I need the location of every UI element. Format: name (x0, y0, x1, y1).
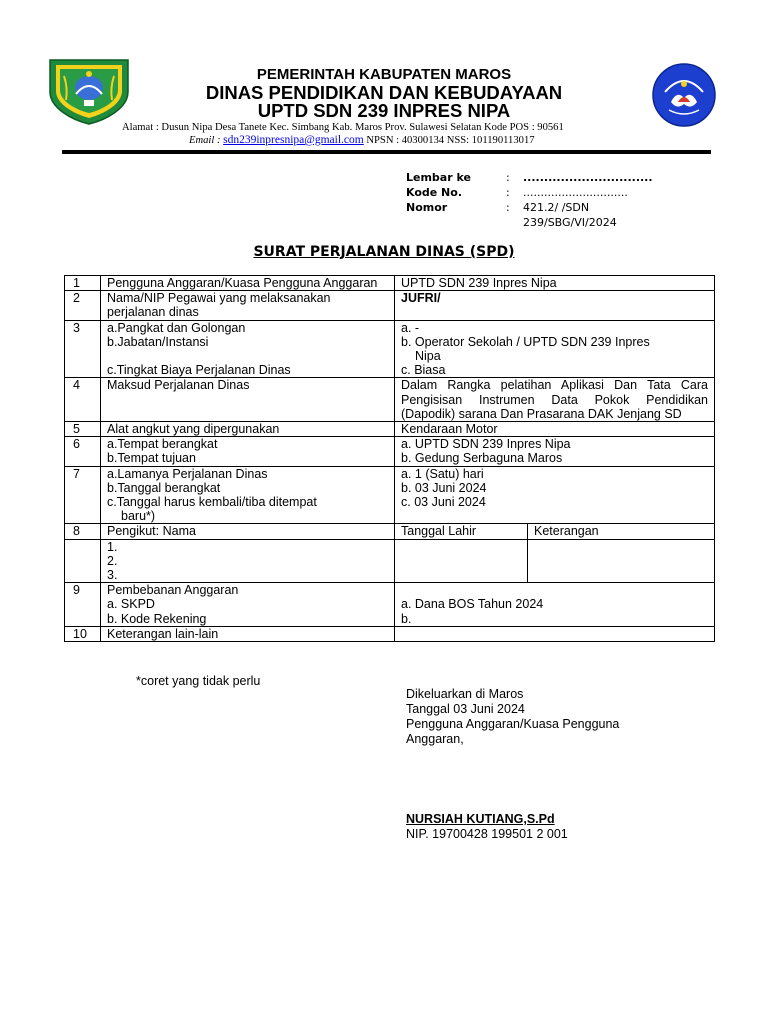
email-label: Email : (189, 135, 221, 146)
follower-list (101, 539, 395, 583)
col-tanggal-lahir: Tanggal Lahir (395, 524, 528, 539)
table-row (65, 583, 715, 627)
label-main: Pembebanan Anggaran (107, 583, 239, 598)
table-row (65, 291, 715, 320)
follower-note (528, 539, 715, 583)
meta-kode-label: Kode No. (406, 186, 462, 199)
email-link[interactable]: sdn239inpresnipa@gmail.com (223, 134, 364, 146)
row-number: 7 (65, 466, 101, 524)
label-c: c.Tanggal harus kembali/tiba ditempat (107, 495, 317, 510)
row-value (395, 583, 715, 627)
value-b: b. Gedung Serbaguna Maros (401, 451, 563, 466)
table-row (65, 437, 715, 466)
table-row (65, 524, 715, 539)
row-label (101, 466, 395, 524)
row-value (395, 437, 715, 466)
spd-table (64, 275, 715, 642)
row-label: Alat angkut yang dipergunakan (101, 422, 395, 437)
label-c: c.Tingkat Biaya Perjalanan Dinas (107, 363, 291, 378)
table-row (65, 422, 715, 437)
label-b: b. Kode Rekening (107, 611, 207, 626)
value-b: b. Operator Sekolah / UPTD SDN 239 Inpres (401, 334, 650, 349)
header-address: Alamat : Dusun Nipa Desa Tanete Kec. Simbang Kab. Maros Prov. Sulawesi Selatan Kode POS : 90561 (122, 122, 564, 133)
meta-colon: : (506, 186, 510, 199)
value-b-cont: Nipa (415, 349, 441, 364)
col-keterangan: Keterangan (528, 524, 715, 539)
row-label (101, 437, 395, 466)
row-label (101, 583, 395, 627)
label-a: a.Tempat berangkat (107, 437, 218, 452)
row-number: 2 (65, 291, 101, 320)
row-label: Maksud Perjalanan Dinas (101, 378, 395, 422)
label-a: a.Lamanya Perjalanan Dinas (107, 466, 268, 481)
value-a: a. 1 (Satu) hari (401, 466, 484, 481)
header-government: PEMERINTAH KABUPATEN MAROS (256, 66, 512, 83)
table-row (65, 320, 715, 378)
row-number: 10 (65, 626, 101, 641)
meta-kode-value: .............................. (523, 186, 628, 199)
row-value: UPTD SDN 239 Inpres Nipa (395, 276, 715, 291)
meta-colon: : (506, 201, 510, 214)
row-number: 1 (65, 276, 101, 291)
row-number: 9 (65, 583, 101, 627)
npsn-text: NPSN : 40300134 NSS: 101190113017 (366, 135, 535, 146)
row-value (395, 466, 715, 524)
follower-3: 3. (107, 568, 118, 583)
value-b: b. (401, 611, 412, 626)
table-row (65, 276, 715, 291)
header-agency: DINAS PENDIDIKAN DAN KEBUDAYAAN (205, 82, 563, 103)
row-label: Pengguna Anggaran/Kuasa Pengguna Anggaran (101, 276, 395, 291)
header-divider (62, 150, 711, 154)
value-c: c. Biasa (401, 363, 446, 378)
row-value (395, 320, 715, 378)
meta-colon: : (506, 171, 510, 184)
row-number: 4 (65, 378, 101, 422)
row-number: 3 (65, 320, 101, 378)
row-value: Kendaraan Motor (395, 422, 715, 437)
meta-lembar-label: Lembar ke (406, 171, 471, 184)
row-number: 5 (65, 422, 101, 437)
meta-nomor-label: Nomor (406, 201, 448, 214)
row-label (101, 320, 395, 378)
table-row (65, 466, 715, 524)
value-a: a. - (401, 320, 420, 335)
label-c-cont: baru*) (121, 509, 156, 524)
header-school: UPTD SDN 239 INPRES NIPA (257, 100, 511, 121)
row-value (395, 626, 715, 641)
issued-date: Tanggal 03 Juni 2024 (406, 702, 525, 716)
row-number: 8 (65, 524, 101, 539)
label-a: a.Pangkat dan Golongan (107, 320, 246, 335)
signer-name: NURSIAH KUTIANG,S.Pd (406, 812, 555, 826)
footnote: *coret yang tidak perlu (136, 674, 261, 688)
follower-1: 1. (107, 539, 118, 554)
value-b: b. 03 Juni 2024 (401, 480, 487, 495)
document-title: SURAT PERJALANAN DINAS (SPD) (253, 244, 515, 260)
table-row (65, 539, 715, 583)
row-label: Nama/NIP Pegawai yang melaksanakan perjalanan dinas (101, 291, 395, 320)
signer-role: Pengguna Anggaran/Kuasa Pengguna (406, 717, 620, 731)
row-value: Dalam Rangka pelatihan Aplikasi Dan Tata Cara Pengisisan Instrumen Data Pokok Pendidikan (Dapodik) sarana Dan Prasarana DAK Jenjang SD (395, 378, 715, 422)
row-label: Pengikut: Nama (101, 524, 395, 539)
row-label: Keterangan lain-lain (101, 626, 395, 641)
row-value: JUFRI/ (395, 291, 715, 320)
meta-nomor-value-1: 421.2/ /SDN (523, 201, 590, 214)
value-a: a. Dana BOS Tahun 2024 (401, 597, 544, 612)
label-b: b.Jabatan/Instansi (107, 334, 209, 349)
table-row (65, 626, 715, 641)
signer-nip: NIP. 19700428 199501 2 001 (406, 827, 568, 841)
label-b: b.Tanggal berangkat (107, 480, 221, 495)
label-a: a. SKPD (107, 597, 155, 612)
row-number-empty (65, 539, 101, 583)
follower-dob (395, 539, 528, 583)
header-contact (189, 134, 535, 146)
value-a: a. UPTD SDN 239 Inpres Nipa (401, 437, 571, 452)
label-b: b.Tempat tujuan (107, 451, 196, 466)
signer-role-cont: Anggaran, (406, 732, 464, 746)
table-row (65, 378, 715, 422)
row-number: 6 (65, 437, 101, 466)
meta-lembar-value: ............................... (523, 171, 653, 184)
meta-nomor-value-2: 239/SBG/VI/2024 (523, 216, 617, 229)
issued-place: Dikeluarkan di Maros (406, 687, 524, 701)
follower-2: 2. (107, 553, 118, 568)
value-c: c. 03 Juni 2024 (401, 495, 486, 510)
